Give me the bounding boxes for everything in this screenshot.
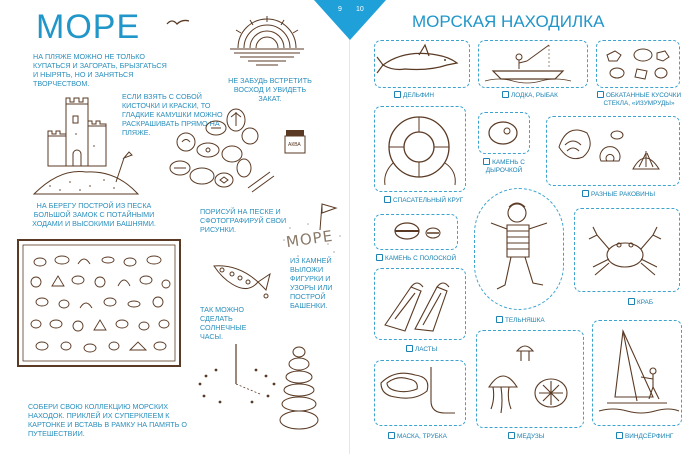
stone-fish-icon — [208, 256, 274, 300]
checkbox[interactable] — [616, 432, 623, 439]
sea-glass-icon — [597, 41, 677, 85]
collection-text: СОБЕРИ СВОЮ КОЛЛЕКЦИЮ МОРСКИХ НАХОДОК. ПРИКЛЕЙ ИХ СУПЕРКЛЕЕМ К КАРТОНКЕ И ВСТАВЬ В РАМКУ НА ПАМЯТЬ О ПУТЕШЕСТВИИ. — [28, 402, 187, 438]
checkbox[interactable] — [496, 316, 503, 323]
mask-snorkel-icon — [375, 361, 463, 423]
item-card-striped-shirt — [474, 188, 564, 310]
dolphin-icon — [375, 41, 467, 85]
sundial-text: ТАК МОЖНО СДЕЛАТЬ СОЛНЕЧНЫЕ ЧАСЫ. — [200, 305, 247, 341]
jellyfish-icon — [477, 331, 581, 425]
checkbox[interactable] — [376, 254, 383, 261]
item-label-crab[interactable]: КРАБ — [628, 298, 653, 306]
checkbox[interactable] — [628, 298, 635, 305]
item-card-windsurfer — [592, 320, 682, 426]
right-page — [350, 0, 700, 454]
page-title-sea: МОРЕ — [36, 8, 141, 46]
stones-text: ЕСЛИ ВЗЯТЬ С СОБОЙ КИСТОЧКИ И КРАСКИ, ТО ГЛАДКИЕ КАМУШКИ МОЖНО РАСКРАШИВАТЬ ПРЯМО НА ПЛЯЖЕ. — [122, 92, 223, 137]
sunrise-text: НЕ ЗАБУДЬ ВСТРЕТИТЬ ВОСХОД И УВИДЕТЬ ЗАКАТ. — [228, 76, 312, 103]
page-title-sea-finder: МОРСКАЯ НАХОДИЛКА — [412, 12, 605, 31]
intro-text: НА ПЛЯЖЕ МОЖНО НЕ ТОЛЬКО КУПАТЬСЯ И ЗАГОРАТЬ, БРЫЗГАТЬСЯ И НЫРЯТЬ, НО И ЗАНЯТЬСЯ ТВОРЧЕСТВОМ. — [33, 52, 167, 88]
item-card-holed-stone — [478, 112, 530, 154]
sand-drawing-text: ПОРИСУЙ НА ПЕСКЕ И СФОТОГРАФИРУЙ СВОИ РИСУНКИ. — [200, 207, 287, 234]
item-card-mask — [374, 360, 466, 426]
item-label-sea-glass[interactable]: ОБКАТАННЫЕ КУСОЧКИ СТЕКЛА, «ИЗУМРУДЫ» — [596, 91, 682, 108]
crab-icon — [575, 209, 677, 289]
item-label-flippers[interactable]: ЛАСТЫ — [406, 345, 437, 353]
item-label-holed-stone[interactable]: КАМЕНЬ С ДЫРОЧКОЙ — [476, 158, 532, 175]
sundial-icon — [196, 340, 280, 408]
painted-stones-icon — [166, 106, 274, 202]
item-card-lifebuoy — [374, 106, 466, 192]
checkbox[interactable] — [502, 91, 509, 98]
flippers-icon — [375, 269, 463, 337]
checkbox[interactable] — [597, 91, 604, 98]
lifebuoy-icon — [375, 107, 463, 189]
item-card-striped-stone — [374, 214, 458, 250]
striped-stone-icon — [375, 215, 455, 247]
item-label-boat[interactable]: ЛОДКА, РЫБАК — [502, 91, 558, 99]
seashells-icon — [547, 117, 677, 183]
sand-word: МОРЕ — [284, 226, 335, 252]
checkbox[interactable] — [508, 432, 515, 439]
item-label-seashells[interactable]: РАЗНЫЕ РАКОВИНЫ — [582, 190, 655, 198]
item-card-sea-glass — [596, 40, 680, 88]
item-label-windsurfer[interactable]: ВИНДСЁРФИНГ — [616, 432, 673, 440]
stone-figures-text: ИЗ КАМНЕЙ ВЫЛОЖИ ФИГУРКИ И УЗОРЫ ИЛИ ПОСТРОЙ БАШЕНКИ. — [290, 256, 333, 310]
item-card-flippers — [374, 268, 466, 340]
paint-jar-label: АКВА — [288, 142, 301, 148]
page-number-left: 9 — [338, 6, 342, 13]
item-label-jellyfish[interactable]: МЕДУЗЫ — [508, 432, 544, 440]
item-card-crab — [574, 208, 680, 292]
checkbox[interactable] — [406, 345, 413, 352]
paint-jar-icon — [284, 128, 306, 154]
castle-text: НА БЕРЕГУ ПОСТРОЙ ИЗ ПЕСКА БОЛЬШОЙ ЗАМОК С ПОТАЙНЫМИ ХОДАМИ И ВЫСОКИМИ БАШНЯМИ. — [32, 201, 156, 228]
item-label-lifebuoy[interactable]: СПАСАТЕЛЬНЫЙ КРУГ — [384, 196, 463, 204]
item-card-jellyfish — [476, 330, 584, 428]
stone-tower-icon — [278, 344, 320, 434]
item-card-dolphin — [374, 40, 470, 88]
fisherman-boat-icon — [479, 41, 585, 85]
striped-shirt-boy-icon — [475, 189, 561, 307]
checkbox[interactable] — [582, 190, 589, 197]
page-number-right: 10 — [356, 6, 364, 13]
checkbox[interactable] — [384, 196, 391, 203]
checkbox[interactable] — [394, 91, 401, 98]
holed-stone-icon — [479, 113, 527, 151]
item-label-striped-stone[interactable]: КАМЕНЬ С ПОЛОСКОЙ — [376, 254, 456, 262]
item-label-mask[interactable]: МАСКА, ТРУБКА — [388, 432, 447, 440]
item-label-dolphin[interactable]: ДЕЛЬФИН — [394, 91, 434, 99]
item-card-seashells — [546, 116, 680, 186]
checkbox[interactable] — [388, 432, 395, 439]
collection-frame-icon — [16, 238, 184, 368]
windsurfer-icon — [593, 321, 679, 423]
item-card-boat — [478, 40, 588, 88]
seagull-icon — [166, 18, 190, 30]
item-label-striped-shirt[interactable]: ТЕЛЬНЯШКА — [496, 316, 545, 324]
checkbox[interactable] — [483, 158, 490, 165]
sunrise-icon — [228, 16, 306, 72]
